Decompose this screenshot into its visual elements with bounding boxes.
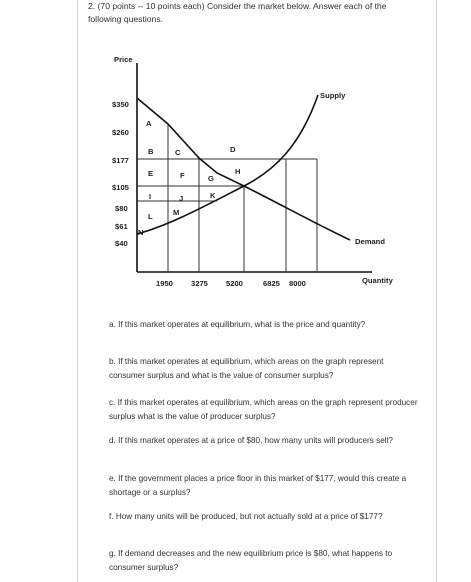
area-label: G [208,174,214,183]
question-a: a. If this market operates at equilibrium, what is the price and quantity? [109,320,366,329]
demand-label: Demand [355,237,385,246]
area-label: N [138,228,144,237]
area-label: I [149,192,152,201]
area-label: K [210,191,216,200]
x-tick-label: 5200 [226,279,243,288]
x-tick-label: 6825 [263,279,280,288]
question-d: d. If this market operates at a price of $80, how many units will producers sell? [109,436,393,445]
area-label: D [230,145,236,154]
question-b: b. If this market operates at equilibrium, which areas on the graph represent consumer surplus and what is the value of consumer surplus? [109,357,384,380]
supply-curve [137,95,318,234]
y-axis-title: Price [114,55,133,64]
y-tick-label: $177 [112,156,129,165]
y-tick-label: $40 [115,239,128,248]
y-tick-label: $350 [112,100,129,109]
question-g: g. If demand decreases and the new equilibrium price is $80, what happens to consumer surplus? [109,549,393,572]
y-tick-label: $105 [112,183,129,192]
question-header: 2. (70 points -- 10 points each) Consider the market below. Answer each of the following questions. [88,1,387,24]
area-label: H [235,167,241,176]
y-tick-label: $61 [115,222,128,231]
area-label: F [180,171,185,180]
x-axis-title: Quantity [362,276,393,285]
x-tick-label: 8000 [289,279,306,288]
area-label: C [175,148,181,157]
area-label: B [148,147,154,156]
y-tick-label: $260 [112,128,129,137]
x-tick-label: 3275 [191,279,208,288]
question-e: e. If the government places a price floor in this market of $177, would this create a shortage or a surplus? [109,474,407,497]
x-tick-label: 1950 [156,279,173,288]
supply-label: Supply [320,91,346,100]
area-label: L [148,212,153,221]
question-c: c. If this market operates at equilibrium, which areas on the graph represent producer surplus what is the value of producer surplus? [109,398,418,421]
area-label: M [173,208,180,217]
area-label: A [146,119,152,128]
area-label: E [148,169,154,178]
area-label: J [179,194,184,203]
y-tick-label: $80 [115,204,128,213]
question-f: f. How many units will be produced, but not actually sold at a price of $177? [109,512,383,521]
